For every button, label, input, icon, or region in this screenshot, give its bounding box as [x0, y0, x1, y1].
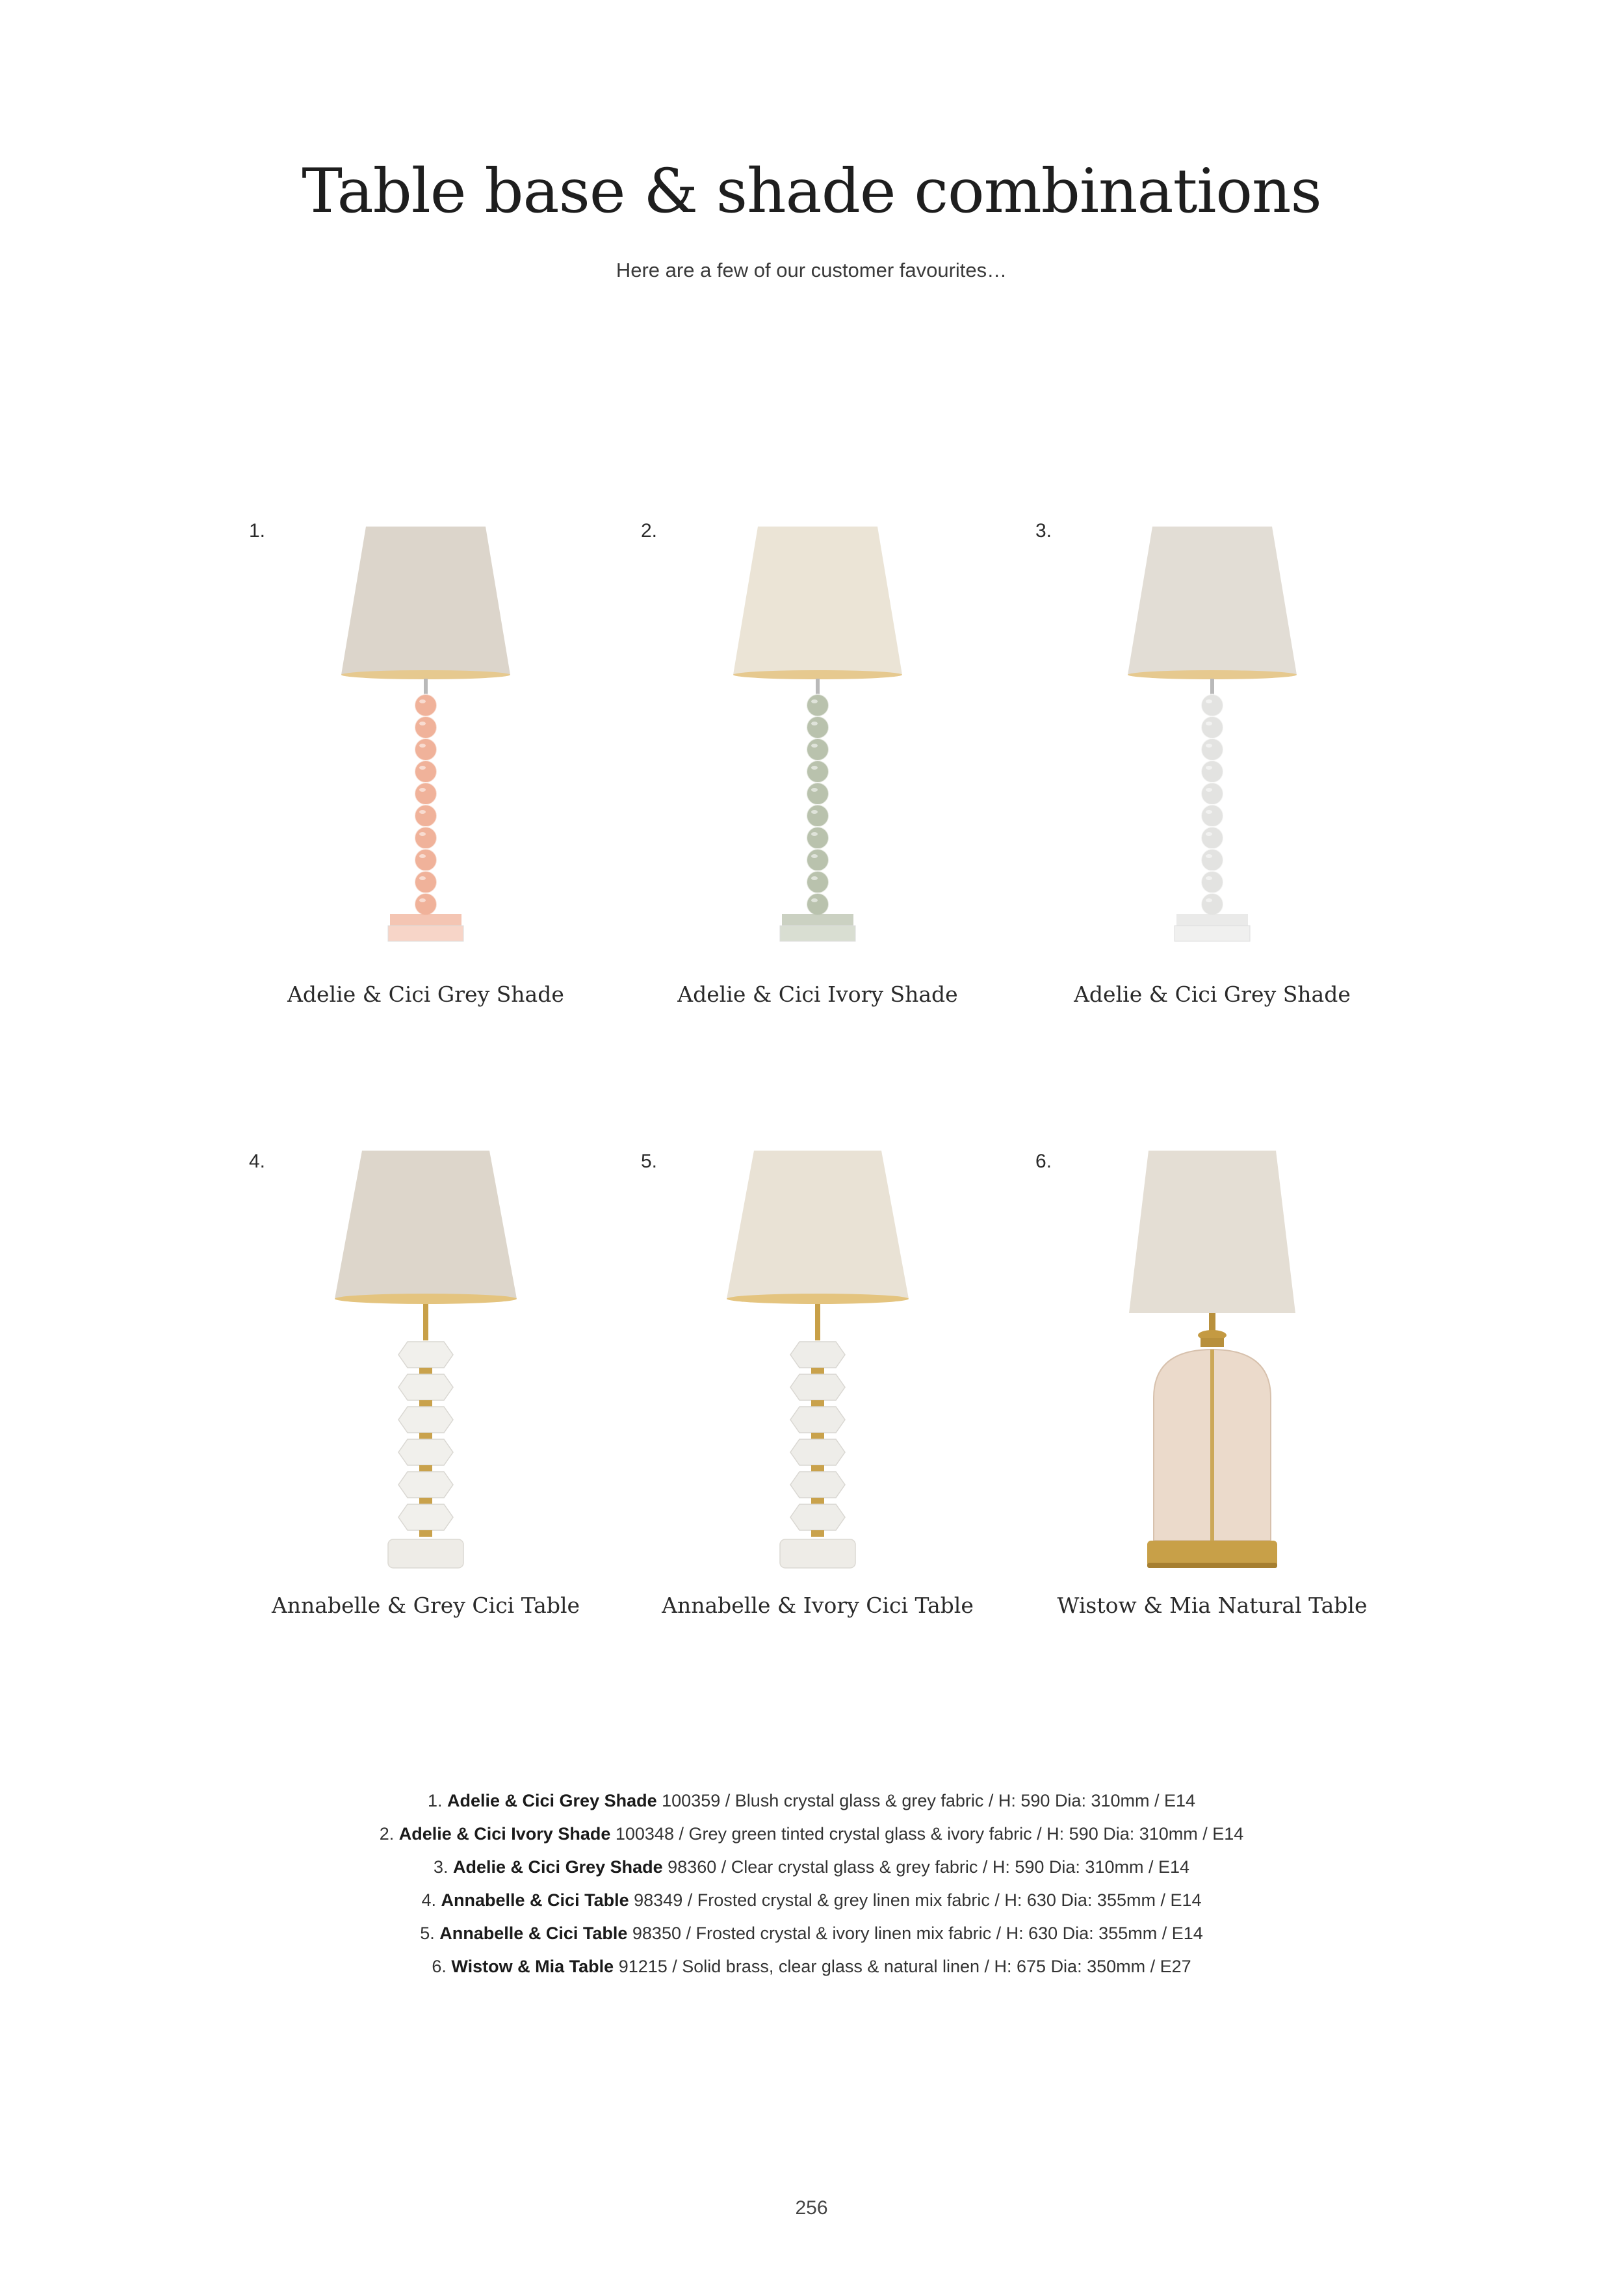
lamp-base — [1147, 1313, 1277, 1568]
lamp-image — [1056, 520, 1368, 949]
lamp-image — [270, 1151, 582, 1580]
product-caption: Adelie & Cici Grey Shade — [287, 982, 564, 1007]
lamp-image — [1056, 1151, 1368, 1580]
lamp-base — [780, 1304, 855, 1568]
product-number: 5. — [641, 1151, 658, 1172]
lamp-base — [780, 679, 855, 941]
lamp-base — [388, 1304, 463, 1568]
lamp-shade — [733, 527, 902, 679]
spec-line: 4. Annabelle & Cici Table 98349 / Frosted crystal & grey linen mix fabric / H: 630 Dia: 355mm / E14 — [421, 1890, 1202, 1910]
product-card-4 — [244, 1151, 608, 1645]
product-card-5 — [636, 1151, 1000, 1645]
spec-line: 5. Annabelle & Cici Table 98350 / Frosted crystal & ivory linen mix fabric / H: 630 Dia: 355mm / E14 — [420, 1924, 1203, 1943]
product-card-6 — [1030, 1151, 1394, 1645]
spec-line: 2. Adelie & Cici Ivory Shade 100348 / Grey green tinted crystal glass & ivory fabric / H: 590 Dia: 310mm / E14 — [379, 1824, 1244, 1844]
spec-line: 6. Wistow & Mia Table 91215 / Solid brass, clear glass & natural linen / H: 675 Dia: 350mm / E27 — [432, 1957, 1191, 1976]
product-caption: Adelie & Cici Grey Shade — [1074, 982, 1351, 1007]
lamp-shade — [341, 527, 510, 679]
lamp-shade — [1128, 527, 1297, 679]
product-number: 2. — [641, 520, 658, 541]
spec-list — [0, 1784, 1623, 1983]
lamp-base — [388, 679, 463, 941]
product-number: 1. — [249, 520, 266, 541]
lamp-image — [662, 1151, 974, 1580]
product-caption: Adelie & Cici Ivory Shade — [677, 982, 958, 1007]
product-card-2 — [636, 520, 1000, 1014]
lamp-image — [270, 520, 582, 949]
product-card-3 — [1030, 520, 1394, 1014]
product-number: 3. — [1035, 520, 1052, 541]
lamp-shade — [335, 1151, 517, 1304]
product-number: 4. — [249, 1151, 266, 1172]
lamp-shade — [727, 1151, 909, 1304]
spec-line: 1. Adelie & Cici Grey Shade 100359 / Blush crystal glass & grey fabric / H: 590 Dia: 310mm / E14 — [427, 1791, 1196, 1810]
lamp-image — [662, 520, 974, 949]
product-card-1 — [244, 520, 608, 1014]
spec-line: 3. Adelie & Cici Grey Shade 98360 / Clear crystal glass & grey fabric / H: 590 Dia: 310mm / E14 — [433, 1857, 1190, 1877]
product-number: 6. — [1035, 1151, 1052, 1172]
page-number: 256 — [795, 2197, 828, 2219]
page-title: Table base & shade combinations — [302, 156, 1321, 227]
product-caption: Annabelle & Grey Cici Table — [271, 1593, 580, 1618]
lamp-base — [1175, 679, 1250, 941]
lamp-shade — [1129, 1151, 1295, 1313]
product-caption: Annabelle & Ivory Cici Table — [662, 1593, 974, 1618]
page-subtitle: Here are a few of our customer favourites… — [616, 259, 1007, 281]
product-caption: Wistow & Mia Natural Table — [1057, 1593, 1368, 1618]
